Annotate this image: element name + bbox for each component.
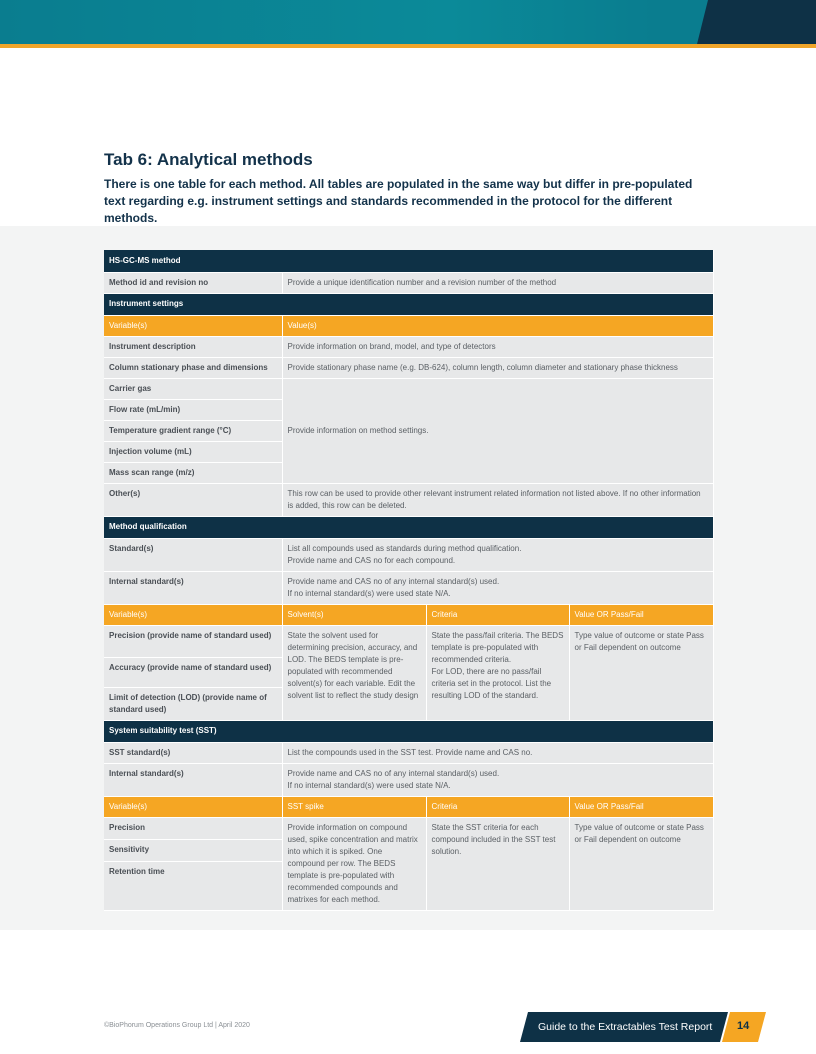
sst-spike-value: Provide information on compound used, spike concentration and matrix into which it is spiked. One compound per row. The BEDS template is pre-populated with recommended compounds and matrixes for each method.	[282, 817, 426, 910]
internal-standard-label: Internal standard(s)	[104, 571, 282, 604]
header-band	[0, 0, 816, 48]
footer-doc-title: Guide to the Extractables Test Report	[538, 1021, 713, 1033]
sst-internal-line-1: Provide name and CAS no of any internal standard(s) used.	[287, 768, 500, 778]
page-number: 14	[737, 1020, 750, 1032]
sst-header-spike: SST spike	[282, 796, 426, 817]
footer-copyright: ©BioPhorum Operations Group Ltd | April 2020	[104, 1022, 250, 1029]
qualification-section-row	[104, 516, 713, 538]
sst-header-variables: Variable(s)	[104, 796, 282, 817]
internal-standard-line-1: Provide name and CAS no of any internal standard(s) used.	[287, 576, 500, 586]
header-dark-accent	[697, 0, 816, 44]
footer-badge	[520, 1012, 772, 1042]
sst-internal-label: Internal standard(s)	[104, 763, 282, 796]
sst-header-outcome: Value OR Pass/Fail	[569, 796, 713, 817]
sst-precision-row	[104, 817, 713, 839]
qualification-header-criteria: Criteria	[426, 604, 569, 625]
sst-section-title: System suitability test (SST)	[104, 720, 713, 742]
other-row	[104, 483, 713, 516]
lod-label: Limit of detection (LOD) (provide name of standard used)	[104, 687, 282, 720]
sst-internal-row	[104, 763, 713, 796]
method-id-label: Method id and revision no	[104, 272, 282, 293]
qualification-header-row	[104, 604, 713, 625]
precision-label: Precision (provide name of standard used)	[104, 625, 282, 657]
flow-rate-label: Flow rate (mL/min)	[104, 399, 282, 420]
instrument-section-row	[104, 293, 713, 315]
sst-internal-value	[282, 763, 713, 796]
sst-internal-line-2: If no internal standard(s) were used state N/A.	[287, 780, 451, 790]
analytical-method-table	[104, 250, 714, 911]
standards-value	[282, 538, 713, 571]
method-id-value: Provide a unique identification number and a revision number of the method	[282, 272, 713, 293]
internal-standard-line-2: If no internal standard(s) were used state N/A.	[287, 588, 451, 598]
method-title: HS-GC-MS method	[104, 250, 713, 272]
temperature-label: Temperature gradient range (°C)	[104, 420, 282, 441]
internal-standard-value	[282, 571, 713, 604]
sst-criteria-value: State the SST criteria for each compound included in the SST test solution.	[426, 817, 569, 910]
qualification-header-outcome: Value OR Pass/Fail	[569, 604, 713, 625]
sst-header-criteria: Criteria	[426, 796, 569, 817]
criteria-value	[426, 625, 569, 720]
sst-standard-row	[104, 742, 713, 763]
other-label: Other(s)	[104, 483, 282, 516]
sst-retention-label: Retention time	[104, 861, 282, 910]
instrument-description-row	[104, 336, 713, 357]
precision-row	[104, 625, 713, 657]
page-title: Tab 6: Analytical methods	[104, 150, 313, 169]
qualification-section-title: Method qualification	[104, 516, 713, 538]
header-teal-bar	[0, 0, 816, 44]
injection-label: Injection volume (mL)	[104, 441, 282, 462]
intro-text: There is one table for each method. All tables are populated in the same way but differ in pre-populated text regarding e.g. instrument settings and standards recommended in the protocol for the different methods.	[104, 177, 693, 225]
carrier-gas-row	[104, 378, 713, 399]
internal-standard-row	[104, 571, 713, 604]
qualification-header-variables: Variable(s)	[104, 604, 282, 625]
instrument-description-value: Provide information on brand, model, and type of detectors	[282, 336, 713, 357]
mass-scan-label: Mass scan range (m/z)	[104, 462, 282, 483]
standards-row	[104, 538, 713, 571]
instrument-section-title: Instrument settings	[104, 293, 713, 315]
other-value: This row can be used to provide other relevant instrument related information not listed above. If no other information is added, this row can be deleted.	[282, 483, 713, 516]
sst-standard-value: List the compounds used in the SST test. Provide name and CAS no.	[282, 742, 713, 763]
standards-value-line-1: List all compounds used as standards during method qualification.	[287, 543, 522, 553]
accuracy-label: Accuracy (provide name of standard used)	[104, 657, 282, 687]
sst-precision-label: Precision	[104, 817, 282, 839]
column-row	[104, 357, 713, 378]
column-label: Column stationary phase and dimensions	[104, 357, 282, 378]
sst-sensitivity-label: Sensitivity	[104, 839, 282, 861]
criteria-line-2: For LOD, there are no pass/fail criteria set in the protocol. List the resulting LOD of the standard.	[431, 666, 552, 700]
instrument-header-values: Value(s)	[282, 315, 713, 336]
standards-value-line-2: Provide name and CAS no for each compound.	[287, 555, 456, 565]
carrier-gas-label: Carrier gas	[104, 378, 282, 399]
solvent-value: State the solvent used for determining precision, accuracy, and LOD. The BEDS template is pre-populated with recommended solvent(s) for each variable. Edit the solvent list to reflect the study design	[282, 625, 426, 720]
header-gold-line	[0, 44, 816, 48]
instrument-description-label: Instrument description	[104, 336, 282, 357]
sst-header-row	[104, 796, 713, 817]
column-value: Provide stationary phase name (e.g. DB-624), column length, column diameter and stationary phase thickness	[282, 357, 713, 378]
outcome-value: Type value of outcome or state Pass or Fail dependent on outcome	[569, 625, 713, 720]
instrument-header-variables: Variable(s)	[104, 315, 282, 336]
qualification-header-solvents: Solvent(s)	[282, 604, 426, 625]
method-settings-value: Provide information on method settings.	[282, 378, 713, 483]
instrument-header-row	[104, 315, 713, 336]
criteria-line-1: State the pass/fail criteria. The BEDS template is pre-populated with recommended criteria.	[431, 630, 564, 664]
standards-label: Standard(s)	[104, 538, 282, 571]
sst-outcome-value: Type value of outcome or state Pass or Fail dependent on outcome	[569, 817, 713, 910]
method-id-row	[104, 272, 713, 293]
sst-standard-label: SST standard(s)	[104, 742, 282, 763]
sst-section-row	[104, 720, 713, 742]
method-title-row	[104, 250, 713, 272]
